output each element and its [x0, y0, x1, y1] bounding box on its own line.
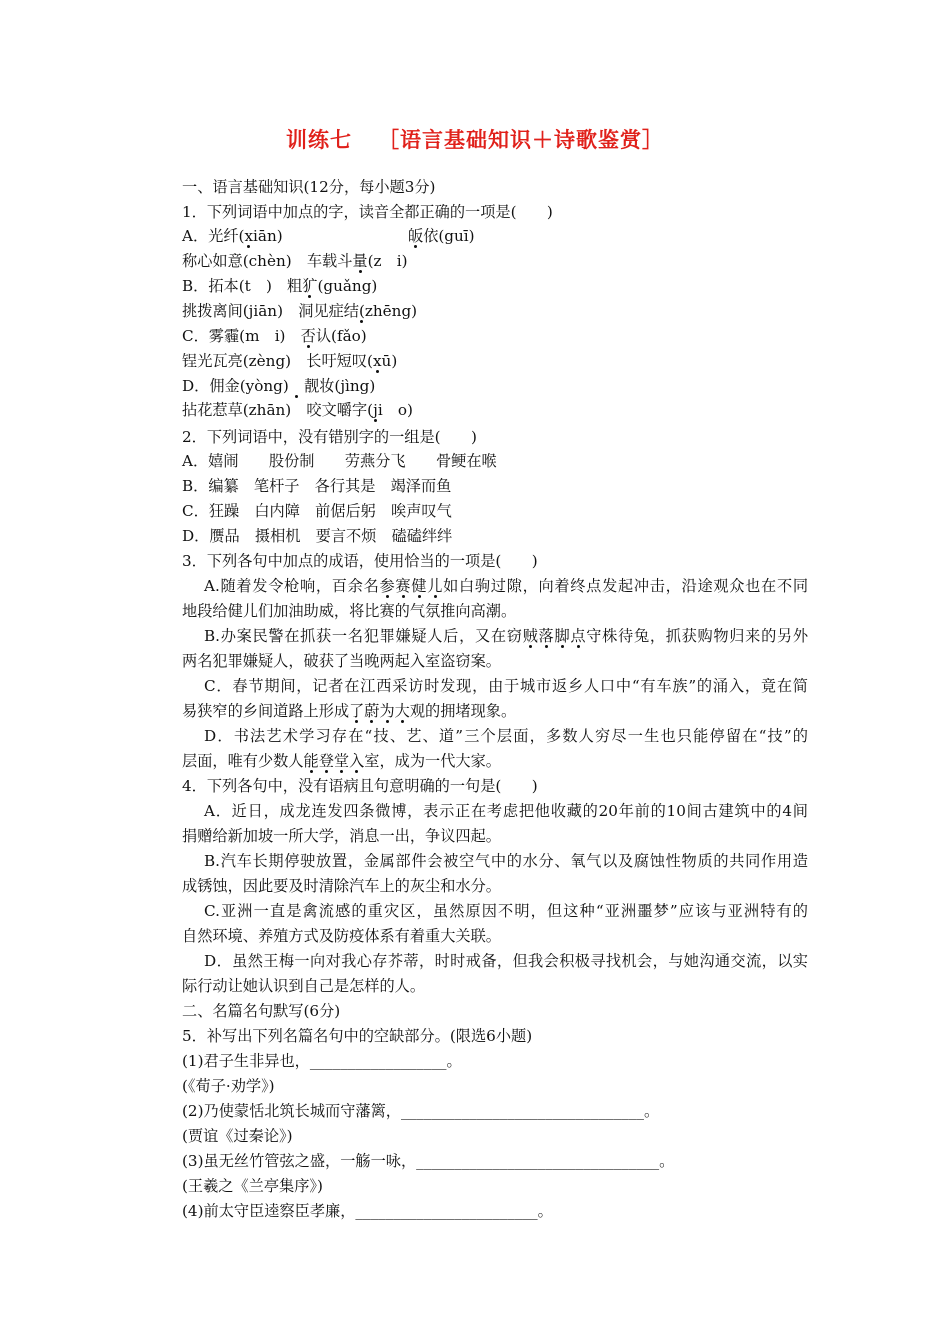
q3-option-a-line1: A.随着发令枪响，百余名参赛健儿如白驹过隙，向着终点发起冲击，沿途观众也在不同 [204, 577, 809, 595]
q1-option-c-line2: 锃光瓦亮(zèng) 长吁短叹(xū) [182, 352, 398, 370]
title-part2: ［语言基础知识＋诗歌鉴赏］ [378, 128, 664, 152]
section-1-heading: 一、语言基础知识(12分，每小题3分) [182, 178, 436, 196]
q5-item-3: (3)虽无丝竹管弦之盛，一觞一咏，________________________________。 [182, 1152, 675, 1170]
q1-option-b-line2: 挑拨离间(jiān) 洞见症结(zhēng) [182, 302, 418, 320]
emphasis-dot-char [289, 377, 304, 395]
emphasis-dot-char: 入 [349, 752, 365, 770]
emphasis-dot-char: ( [358, 302, 365, 320]
q1-option-a-line2: 称心如意(chèn) 车载斗量(z i) [182, 252, 408, 270]
q5-source-3: (王羲之《兰亭集序》) [182, 1177, 323, 1195]
emphasis-dot-char: 否 [300, 327, 316, 345]
q4-option-c-line2: 自然环境、养殖方式及防疫体系有着重大关联。 [182, 927, 501, 945]
q4-option-a-line2: 捐赠给新加坡一所大学，消息一出，争议四起。 [182, 827, 501, 845]
emphasis-dot-char: 贼 [522, 627, 539, 645]
q4-option-b-line2: 成锈蚀，因此要及时清除汽车上的灰尘和水分。 [182, 877, 501, 895]
emphasis-dot-char: 能 [303, 752, 319, 770]
q1-option-a-item2: 皈依(guī) [408, 227, 475, 245]
emphasis-dot-char: 点 [570, 627, 587, 645]
q5-source-2: (贾谊《过秦论》) [182, 1127, 293, 1145]
q4-option-b-line1: B.汽车长期停驶放置，金属部件会被空气中的水分、氧气以及腐蚀性物质的共同作用造 [204, 852, 808, 870]
q5-item-4: (4)前太守臣逵察臣孝廉，________________________。 [182, 1202, 553, 1220]
title-part1: 训练七 [286, 128, 352, 152]
q1-option-d-line1: D．佣金(yòng) 靓妆(jìng) [182, 377, 376, 395]
emphasis-dot-char: 蔚 [364, 702, 380, 720]
q4-option-a-line1: A．近日，成龙连发四条微博，表示正在考虑把他收藏的20年前的10间古建筑中的4间 [204, 802, 808, 820]
emphasis-dot-char: 参 [379, 577, 396, 595]
emphasis-dot-char: 量 [352, 252, 368, 270]
q3-option-a-line2: 地段给健儿们加油助威，将比赛的气氛推向高潮。 [182, 602, 517, 620]
page-title [0, 124, 950, 154]
emphasis-dot-char: 登 [318, 752, 334, 770]
q5-source-1: (《荀子·劝学》) [182, 1077, 275, 1095]
emphasis-dot-char: 为 [379, 702, 395, 720]
section-2-heading: 二、名篇名句默写(6分) [182, 1002, 341, 1020]
emphasis-dot-char: j [373, 401, 378, 419]
q4-stem: 4．下列各句中，没有语病且句意明确的一句是( ) [182, 777, 538, 795]
q3-stem: 3．下列各句中加点的成语，使用恰当的一项是( ) [182, 552, 538, 570]
emphasis-dot-char: 皈 [408, 227, 424, 245]
emphasis-dot-char: 儿 [427, 577, 444, 595]
q1-option-d-line2: 拈花惹草(zhān) 咬文嚼字(ji o) [182, 401, 413, 419]
q3-option-b-line2: 两名犯罪嫌疑人，破获了当晚两起入室盗窃案。 [182, 652, 501, 670]
q2-option-a: A．嬉闹 股份制 劳燕分飞 骨鲠在喉 [182, 452, 497, 470]
q3-option-d-line2: 层面，唯有少数人能登堂入室，成为一代大家。 [182, 752, 501, 770]
q2-option-d: D．赝品 摄相机 要言不烦 磕磕绊绊 [182, 527, 453, 545]
q2-option-c: C．狂躁 白内障 前倨后躬 唉声叹气 [182, 502, 452, 520]
emphasis-dot-char: 大 [394, 702, 410, 720]
q3-option-b-line1: B.办案民警在抓获一名犯罪嫌疑人后，又在窃贼落脚点守株待兔，抓获购物归来的另外 [204, 627, 809, 645]
q2-option-b: B．编纂 笔杆子 各行其是 竭泽而鱼 [182, 477, 452, 495]
q5-stem: 5．补写出下列名篇名句中的空缺部分。(限选6小题) [182, 1027, 533, 1045]
emphasis-dot-char: 赛 [395, 577, 412, 595]
q4-option-d-line1: D．虽然王梅一向对我心存芥蒂，时时戒备，但我会积极寻找机会，与她沟通交流，以实 [204, 952, 808, 970]
emphasis-dot-char: 落 [538, 627, 555, 645]
emphasis-dot-char: x [244, 227, 254, 245]
q1-option-a-line1: A．光纤(xiān) [182, 227, 283, 245]
emphasis-dot-char: 堂 [333, 752, 350, 770]
emphasis-dot-char: 犷 [302, 277, 318, 295]
q2-stem: 2．下列词语中，没有错别字的一组是( ) [182, 428, 477, 446]
q5-item-1: (1)君子生非异也，__________________。 [182, 1052, 462, 1070]
emphasis-dot-char: 健 [411, 577, 428, 595]
q3-option-d-line1: D．书法艺术学习存在“技、艺、道”三个层面，多数人穷尽一生也只能停留在“技”的 [204, 727, 808, 745]
q1-option-c-line1: C．雾霾(m i) 否认(fǎo) [182, 327, 367, 345]
q1-stem: 1．下列词语中加点的字，读音全都正确的一项是( ) [182, 203, 553, 221]
q3-option-c-line2: 易狭窄的乡间道路上形成了蔚为大观的拥堵现象。 [182, 702, 517, 720]
q1-option-b-line1: B．拓本(t ) 粗犷(guǎng) [182, 277, 378, 295]
q3-option-c-line1: C．春节期间，记者在江西采访时发现，由于城市返乡人口中“有车族”的涌入，竟在简 [204, 677, 808, 695]
q4-option-d-line2: 际行动让她认识到自己是怎样的人。 [182, 977, 425, 995]
emphasis-dot-char: x [372, 352, 382, 370]
emphasis-dot-char: 了 [349, 702, 365, 720]
q5-item-2: (2)乃使蒙恬北筑长城而守藩篱，________________________________。 [182, 1102, 660, 1120]
emphasis-dot-char: 脚 [554, 627, 571, 645]
q4-option-c-line1: C.亚洲一直是禽流感的重灾区，虽然原因不明，但这种“亚洲噩梦”应该与亚洲特有的 [204, 902, 808, 920]
